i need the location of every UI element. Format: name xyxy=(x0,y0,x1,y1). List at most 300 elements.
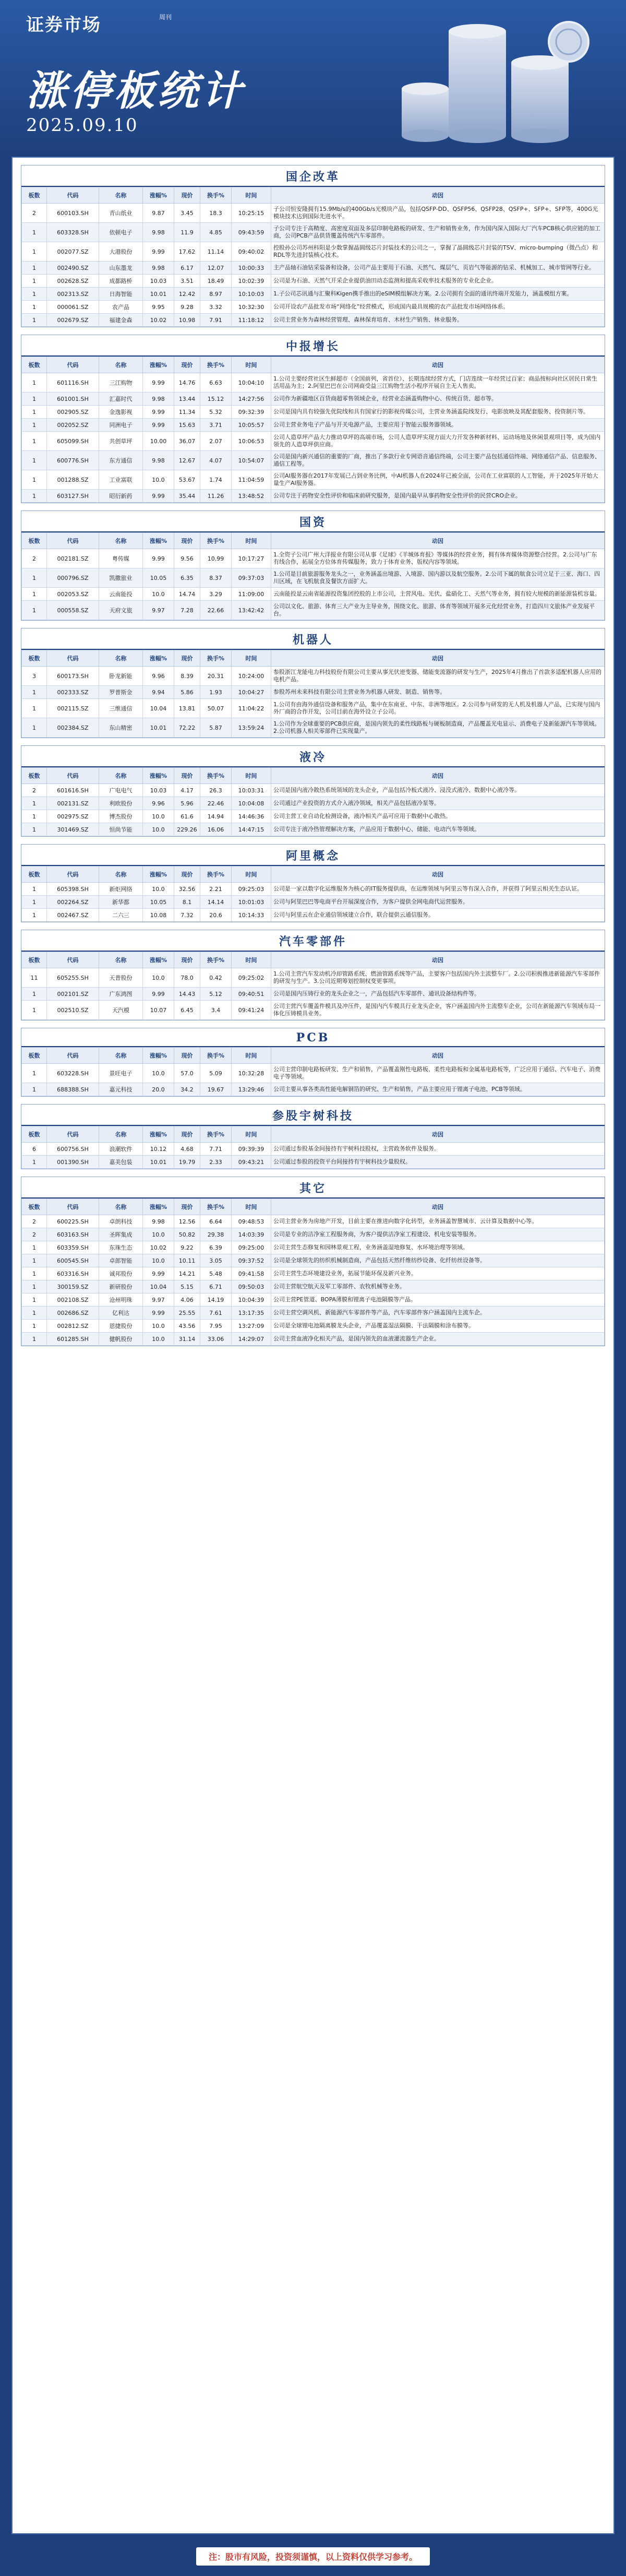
table-row xyxy=(22,718,605,738)
table-cell: 10.0 xyxy=(143,1320,174,1333)
column-header: 涨幅% xyxy=(143,952,174,968)
table-row xyxy=(22,1293,605,1307)
table-cell: 002510.SZ xyxy=(47,1001,99,1020)
section-2 xyxy=(21,511,605,621)
table-cell: 36.07 xyxy=(174,432,200,451)
table-cell: 601616.SH xyxy=(47,784,99,797)
table-row xyxy=(22,1064,605,1083)
table-cell: 09:41:24 xyxy=(232,1001,271,1020)
table-cell: 14.19 xyxy=(200,1293,232,1307)
table-cell: 300159.SZ xyxy=(47,1280,99,1293)
table-cell: 603359.SH xyxy=(47,1241,99,1254)
table-cell: 5.48 xyxy=(200,1267,232,1280)
column-header: 换手% xyxy=(200,1126,232,1143)
table-cell: 002052.SZ xyxy=(47,419,99,432)
table-cell: 5.12 xyxy=(200,988,232,1001)
reason-cell: 公司主营PE管道、BOPA薄膜和锂离子电池隔膜等产品。 xyxy=(271,1293,605,1307)
table-cell: 14:03:39 xyxy=(232,1228,271,1241)
column-header: 板数 xyxy=(22,357,47,373)
table-cell: 10:24:00 xyxy=(232,667,271,686)
table-cell: 5.86 xyxy=(174,686,200,699)
table-cell: 09:37:52 xyxy=(232,1254,271,1267)
table-cell: 10.01 xyxy=(143,718,174,738)
section-title: 阿里概念 xyxy=(21,845,605,866)
table-cell: 9.98 xyxy=(143,223,174,242)
table-cell: 600103.SH xyxy=(47,204,99,223)
reason-cell: 公司主营业务为森林经营管理、森林保育培育、木材生产销售、林业服务。 xyxy=(271,314,605,327)
table-cell: 10:17:27 xyxy=(232,549,271,568)
reason-cell: 公司是专业的洁净室工程服务商，为客户提供洁净室工程建设、机电安装等服务。 xyxy=(271,1228,605,1241)
table-cell: 9.99 xyxy=(143,242,174,262)
section-title: 国资 xyxy=(21,511,605,532)
table-cell: 2 xyxy=(22,1228,47,1241)
table-cell: 5.32 xyxy=(200,406,232,419)
table-row xyxy=(22,223,605,242)
table-cell: 10.03 xyxy=(143,275,174,288)
table-cell: 圣晖集成 xyxy=(99,1228,143,1241)
table-cell: 002679.SZ xyxy=(47,314,99,327)
table-cell: 600225.SH xyxy=(47,1215,99,1228)
table-cell: 603316.SH xyxy=(47,1267,99,1280)
table-cell: 001390.SH xyxy=(47,1156,99,1169)
reason-cell: 公司主营工业自动化检测设备，液冷相关产品可应用于数据中心散热。 xyxy=(271,810,605,823)
table-cell: 成都路桥 xyxy=(99,275,143,288)
table-cell: 10.02 xyxy=(143,314,174,327)
table-cell: 603127.SH xyxy=(47,490,99,503)
header-banner xyxy=(0,0,626,157)
column-header: 名称 xyxy=(99,650,143,667)
reason-cell: 公司是国内具有较强先优院线和具有国家行的影视传媒公司，主营业务涵盖院线发行、电影放映及其配套服务、投资制片等。 xyxy=(271,406,605,419)
reason-cell: 1.公司主要经营社区生鲜超市（全国前列，省首位）、长期连续经营方式，门店连续一年经营过百家；商品按标向社区居民日常生活用品为主；2.阿里巴巴在公司网商受益三江购物生活小程序开展自主无人售卖。 xyxy=(271,373,605,393)
table-cell: 2.21 xyxy=(200,883,232,896)
table-cell: 沧州明珠 xyxy=(99,1293,143,1307)
column-header: 动因 xyxy=(271,650,605,667)
table-row xyxy=(22,810,605,823)
table-cell: 1 xyxy=(22,419,47,432)
section-title: 液冷 xyxy=(21,746,605,767)
table-cell: 002686.SZ xyxy=(47,1307,99,1320)
table-cell: 11 xyxy=(22,968,47,988)
table-cell: 2 xyxy=(22,204,47,223)
table-cell: 0.42 xyxy=(200,968,232,988)
table-cell: 2.33 xyxy=(200,1156,232,1169)
table-row xyxy=(22,470,605,490)
table-row xyxy=(22,1280,605,1293)
table-cell: 20.0 xyxy=(143,1083,174,1096)
table-cell: 8.97 xyxy=(200,288,232,301)
table-cell: 1.74 xyxy=(200,470,232,490)
table-row xyxy=(22,419,605,432)
table-cell: 新研股份 xyxy=(99,1280,143,1293)
table-cell: 9.96 xyxy=(143,667,174,686)
table-cell: 301469.SZ xyxy=(47,823,99,836)
table-cell: 50.82 xyxy=(174,1228,200,1241)
table-cell: 10:32:30 xyxy=(232,301,271,314)
table-cell: 605255.SH xyxy=(47,968,99,988)
table-row xyxy=(22,490,605,503)
table-row xyxy=(22,204,605,223)
column-header: 动因 xyxy=(271,1199,605,1215)
table-cell: 三维通信 xyxy=(99,699,143,718)
table-cell: 09:50:03 xyxy=(232,1280,271,1293)
table-cell: 3.51 xyxy=(174,275,200,288)
column-header: 代码 xyxy=(47,187,99,204)
section-7 xyxy=(21,1028,605,1097)
table-cell: 09:25:03 xyxy=(232,883,271,896)
table-cell: 10:04:27 xyxy=(232,686,271,699)
table-cell: 10.01 xyxy=(143,288,174,301)
reason-cell: 公司主营汽车覆盖件模具及冲压件，是国内汽车模具行业龙头企业，客户涵盖国内外主流整车企业，公司在新能源汽车领域布局一体化压铸模具业务。 xyxy=(271,1001,605,1020)
column-header: 换手% xyxy=(200,1199,232,1215)
table-cell: 依顿电子 xyxy=(99,223,143,242)
table-cell: 002077.SZ xyxy=(47,242,99,262)
section-4 xyxy=(21,745,605,837)
column-header: 代码 xyxy=(47,357,99,373)
page-title: 涨停板统计 xyxy=(26,68,246,115)
table-cell: 18.49 xyxy=(200,275,232,288)
table-cell: 同洲电子 xyxy=(99,419,143,432)
table-cell: 002628.SZ xyxy=(47,275,99,288)
table-cell: 78.0 xyxy=(174,968,200,988)
column-header: 现价 xyxy=(174,533,200,549)
table-cell: 5.15 xyxy=(174,1280,200,1293)
table-cell: 嘉元科技 xyxy=(99,1083,143,1096)
reason-cell: 公司开设农产品批发市场“网络化”经营模式，形成国内最具规模的农产品批发市场网络体系。 xyxy=(271,301,605,314)
table-cell: 7.28 xyxy=(174,601,200,620)
column-header: 板数 xyxy=(22,866,47,883)
reason-cell: 公司作为新疆地区百货商超零售领域企业，经营业态涵盖购物中心、传统百货、超市等。 xyxy=(271,393,605,406)
table-cell: 13:17:35 xyxy=(232,1307,271,1320)
column-header: 时间 xyxy=(232,1048,271,1064)
table-cell: 4.17 xyxy=(174,784,200,797)
table-cell: 002053.SZ xyxy=(47,588,99,601)
table-cell: 1 xyxy=(22,1307,47,1320)
table-row xyxy=(22,968,605,988)
table-row xyxy=(22,784,605,797)
column-header: 时间 xyxy=(232,533,271,549)
column-header: 现价 xyxy=(174,1199,200,1215)
table-cell: 10:32:28 xyxy=(232,1064,271,1083)
table-cell: 天汽模 xyxy=(99,1001,143,1020)
table-cell: 1 xyxy=(22,314,47,327)
table-cell: 14.94 xyxy=(200,810,232,823)
stock-table xyxy=(21,866,605,922)
table-cell: 7.95 xyxy=(200,1320,232,1333)
table-cell: 14:46:36 xyxy=(232,810,271,823)
table-cell: 26.3 xyxy=(200,784,232,797)
reason-cell: 公司专注于药物安全性评价和临床前研究服务，是国内最早从事药物安全性评价的民营CRO企业。 xyxy=(271,490,605,503)
column-header: 涨幅% xyxy=(143,1048,174,1064)
table-row xyxy=(22,601,605,620)
table-cell: 10:10:03 xyxy=(232,288,271,301)
table-cell: 002467.SZ xyxy=(47,909,99,922)
section-8 xyxy=(21,1104,605,1169)
table-cell: 1 xyxy=(22,432,47,451)
section-3 xyxy=(21,628,605,738)
table-cell: 亿利达 xyxy=(99,1307,143,1320)
table-cell: 001288.SZ xyxy=(47,470,99,490)
table-cell: 10.01 xyxy=(143,1156,174,1169)
column-header: 现价 xyxy=(174,1126,200,1143)
table-cell: 大港股份 xyxy=(99,242,143,262)
reason-cell: 公司主营业务电子产品与开关电源产品，主要应用于智能云服务器领域。 xyxy=(271,419,605,432)
table-cell: 19.67 xyxy=(200,1083,232,1096)
table-row xyxy=(22,549,605,568)
table-cell: 诚邦股份 xyxy=(99,1267,143,1280)
table-cell: 9.94 xyxy=(143,686,174,699)
table-row xyxy=(22,1254,605,1267)
table-cell: 10.0 xyxy=(143,1254,174,1267)
reason-cell: 公司主要从事各类高性能电解铜箔的研究、生产和销售，产品主要应用于锂离子电池、PCB等领域。 xyxy=(271,1083,605,1096)
table-cell: 09:48:53 xyxy=(232,1215,271,1228)
column-header: 涨幅% xyxy=(143,768,174,784)
reason-cell: 主产品轴石油钻采装备和设备，公司产品主要用于石油、天然气、煤层气、页岩气等能源的钻采、机械加工、城市管网等行业。 xyxy=(271,262,605,275)
table-cell: 600756.SH xyxy=(47,1143,99,1156)
column-header: 板数 xyxy=(22,187,47,204)
table-cell: 1 xyxy=(22,1083,47,1096)
table-cell: 20.31 xyxy=(200,667,232,686)
stock-table xyxy=(21,650,605,738)
table-cell: 002131.SZ xyxy=(47,797,99,810)
table-cell: 1 xyxy=(22,1064,47,1083)
table-cell: 09:25:02 xyxy=(232,968,271,988)
table-cell: 34.2 xyxy=(174,1083,200,1096)
column-header: 板数 xyxy=(22,768,47,784)
column-header: 板数 xyxy=(22,533,47,549)
table-cell: 601116.SH xyxy=(47,373,99,393)
column-header: 名称 xyxy=(99,357,143,373)
table-cell: 共创草坪 xyxy=(99,432,143,451)
table-cell: 000061.SZ xyxy=(47,301,99,314)
report-date: 2025.09.10 xyxy=(26,115,138,136)
table-cell: 10.05 xyxy=(143,568,174,588)
table-row xyxy=(22,406,605,419)
table-cell: 09:43:59 xyxy=(232,223,271,242)
column-header: 换手% xyxy=(200,533,232,549)
table-cell: 10.0 xyxy=(143,1228,174,1241)
table-cell: 天府文旅 xyxy=(99,601,143,620)
table-cell: 金逸影视 xyxy=(99,406,143,419)
table-cell: 002812.SZ xyxy=(47,1320,99,1333)
column-header: 动因 xyxy=(271,768,605,784)
table-cell: 32.56 xyxy=(174,883,200,896)
table-row xyxy=(22,432,605,451)
stock-table xyxy=(21,357,605,503)
brand-name: 证券市场 xyxy=(26,15,101,35)
column-header: 动因 xyxy=(271,357,605,373)
table-cell: 1 xyxy=(22,988,47,1001)
section-title: 中报增长 xyxy=(21,335,605,357)
column-header: 涨幅% xyxy=(143,187,174,204)
table-cell: 10:03:31 xyxy=(232,784,271,797)
table-cell: 13:29:46 xyxy=(232,1083,271,1096)
section-title: 其它 xyxy=(21,1177,605,1198)
table-cell: 6.63 xyxy=(200,373,232,393)
table-cell: 10.0 xyxy=(143,823,174,836)
table-cell: 10.0 xyxy=(143,1333,174,1346)
table-cell: 09:40:02 xyxy=(232,242,271,262)
table-cell: 229.26 xyxy=(174,823,200,836)
table-row xyxy=(22,896,605,909)
table-row xyxy=(22,1307,605,1320)
stock-table xyxy=(21,532,605,620)
table-cell: 12.56 xyxy=(174,1215,200,1228)
table-cell: 6.35 xyxy=(174,568,200,588)
table-cell: 09:39:39 xyxy=(232,1143,271,1156)
table-cell: 09:43:21 xyxy=(232,1156,271,1169)
table-cell: 10.05 xyxy=(143,896,174,909)
table-cell: 9.99 xyxy=(143,490,174,503)
table-cell: 14.43 xyxy=(174,988,200,1001)
table-cell: 600776.SH xyxy=(47,451,99,470)
reason-cell: 1.公司是目前旅游服务龙头之一，业务涵盖出境游、入境游、国内游以及航空服务。2.公司下属的航食公司立足于三亚、海口、四川区域，在飞机航食及餐饮方面扩大。 xyxy=(271,568,605,588)
table-cell: 25.55 xyxy=(174,1307,200,1320)
tables-container xyxy=(11,157,615,2534)
reason-cell: 公司通过产业投资的方式介入液冷领域，相关产品包括液冷泵等。 xyxy=(271,797,605,810)
reason-cell: 1.公司主营汽车发动机冷却管路系统、燃油管路系统等产品，主要客户包括国内外主流整车厂。2.公司积极推进新能源汽车零部件的研发与生产。3.公司近期筹划控制权变更事项。 xyxy=(271,968,605,988)
table-cell: 1 xyxy=(22,1293,47,1307)
table-cell: 4.07 xyxy=(200,451,232,470)
table-cell: 11:04:22 xyxy=(232,699,271,718)
section-6 xyxy=(21,930,605,1020)
column-header: 涨幅% xyxy=(143,866,174,883)
table-cell: 18.3 xyxy=(200,204,232,223)
reason-cell: 公司与阿里巴巴等电商平台开展深度合作，为客户提供全网电商代运营服务。 xyxy=(271,896,605,909)
table-cell: 1 xyxy=(22,242,47,262)
table-cell: 9.97 xyxy=(143,1293,174,1307)
column-header: 换手% xyxy=(200,866,232,883)
table-cell: 33.06 xyxy=(200,1333,232,1346)
table-cell: 10.0 xyxy=(143,810,174,823)
column-header: 板数 xyxy=(22,1126,47,1143)
column-header: 换手% xyxy=(200,768,232,784)
table-row xyxy=(22,288,605,301)
reason-cell: 1.公司有由海外通信设备和服务产品，集中在东南亚、中东、非洲等地区。2.公司参与研发的无人机及机器人产品，已实现与国内外厂商的合作开发，公司目前在海外设立子公司。 xyxy=(271,699,605,718)
table-cell: 1 xyxy=(22,1267,47,1280)
table-cell: 粤传媒 xyxy=(99,549,143,568)
table-cell: 09:40:51 xyxy=(232,988,271,1001)
table-cell: 43.56 xyxy=(174,1320,200,1333)
column-header: 现价 xyxy=(174,1048,200,1064)
column-header: 名称 xyxy=(99,533,143,549)
reason-cell: 公司主营业务为房地产开发，目前主要在推进向数字化转型，业务涵盖智慧城市、云计算及数据中心等。 xyxy=(271,1215,605,1228)
table-cell: 601285.SH xyxy=(47,1333,99,1346)
table-cell: 10.0 xyxy=(143,588,174,601)
column-header: 换手% xyxy=(200,1048,232,1064)
reason-cell: 1.子公司芯讯通与汇聚科Kigen携手推出的eSIM模组解决方案。2.公司拥有全面的通讯终端开发能力，涵盖模组方案。 xyxy=(271,288,605,301)
table-cell: 10:04:08 xyxy=(232,797,271,810)
reason-cell: 公司人造草坪产品大力推动草坪的高端市场，公司人造草坪实现方面大力开发各种新材料、运动场地及休闲景观项目等，成为国内领先的人造草坪供应商。 xyxy=(271,432,605,451)
table-cell: 17.62 xyxy=(174,242,200,262)
column-header: 换手% xyxy=(200,187,232,204)
table-cell: 3.4 xyxy=(200,1001,232,1020)
table-cell: 1 xyxy=(22,718,47,738)
table-cell: 9.98 xyxy=(143,1215,174,1228)
table-cell: 002905.SZ xyxy=(47,406,99,419)
table-cell: 12.42 xyxy=(174,288,200,301)
table-cell: 50.07 xyxy=(200,699,232,718)
column-header: 涨幅% xyxy=(143,1199,174,1215)
table-cell: 9.99 xyxy=(143,549,174,568)
reason-cell: 公司通过参股基金间接持有宇树科技股权，主营政务软件及服务。 xyxy=(271,1143,605,1156)
table-cell: 2 xyxy=(22,549,47,568)
table-cell: 603228.SH xyxy=(47,1064,99,1083)
column-header: 现价 xyxy=(174,866,200,883)
table-cell: 13.44 xyxy=(174,393,200,406)
table-cell: 1 xyxy=(22,823,47,836)
table-cell: 10.08 xyxy=(143,909,174,922)
table-cell: 6 xyxy=(22,1143,47,1156)
column-header: 代码 xyxy=(47,768,99,784)
table-row xyxy=(22,1083,605,1096)
disclaimer: 注：股市有风险，投资须谨慎，以上资料仅供学习参考。 xyxy=(196,2547,430,2566)
table-cell: 1 xyxy=(22,1001,47,1020)
table-cell: 天普股份 xyxy=(99,968,143,988)
table-cell: 09:32:39 xyxy=(232,406,271,419)
table-cell: 11:09:00 xyxy=(232,588,271,601)
table-row xyxy=(22,909,605,922)
table-cell: 罗普斯金 xyxy=(99,686,143,699)
table-cell: 1 xyxy=(22,588,47,601)
column-header: 时间 xyxy=(232,768,271,784)
reason-cell: 公司是为石油、天然气开采企业提供油田动态监测和提高采收率技术服务的专业化企业。 xyxy=(271,275,605,288)
reason-cell: 公司主营血液净化相关产品，是国内领先的血液灌流器生产企业。 xyxy=(271,1333,605,1346)
table-cell: 14:47:15 xyxy=(232,823,271,836)
table-cell: 福建金森 xyxy=(99,314,143,327)
table-cell: 19.79 xyxy=(174,1156,200,1169)
column-header: 涨幅% xyxy=(143,650,174,667)
table-cell: 二六三 xyxy=(99,909,143,922)
table-cell: 广东鸿图 xyxy=(99,988,143,1001)
column-header: 名称 xyxy=(99,866,143,883)
table-cell: 4.06 xyxy=(174,1293,200,1307)
table-cell: 10.04 xyxy=(143,1280,174,1293)
table-cell: 6.71 xyxy=(200,1280,232,1293)
table-cell: 600545.SH xyxy=(47,1254,99,1267)
column-header: 板数 xyxy=(22,650,47,667)
column-header: 换手% xyxy=(200,650,232,667)
table-cell: 9.95 xyxy=(143,301,174,314)
table-cell: 日海智能 xyxy=(99,288,143,301)
table-row xyxy=(22,373,605,393)
table-cell: 4.85 xyxy=(200,223,232,242)
table-cell: 1 xyxy=(22,470,47,490)
table-cell: 东方通信 xyxy=(99,451,143,470)
column-header: 代码 xyxy=(47,650,99,667)
table-row xyxy=(22,1001,605,1020)
section-9 xyxy=(21,1177,605,1346)
table-cell: 1 xyxy=(22,223,47,242)
column-header: 动因 xyxy=(271,1048,605,1064)
table-cell: 7.71 xyxy=(200,1143,232,1156)
table-cell: 4.68 xyxy=(174,1143,200,1156)
table-cell: 8.1 xyxy=(174,896,200,909)
table-cell: 9.99 xyxy=(143,988,174,1001)
table-row xyxy=(22,262,605,275)
table-cell: 东山精密 xyxy=(99,718,143,738)
table-cell: 山东墨龙 xyxy=(99,262,143,275)
table-cell: 汇嘉时代 xyxy=(99,393,143,406)
table-cell: 1 xyxy=(22,406,47,419)
table-row xyxy=(22,568,605,588)
column-header: 动因 xyxy=(271,866,605,883)
table-cell: 002108.SZ xyxy=(47,1293,99,1307)
column-header: 名称 xyxy=(99,187,143,204)
table-row xyxy=(22,393,605,406)
column-header: 名称 xyxy=(99,1199,143,1215)
table-cell: 53.67 xyxy=(174,470,200,490)
column-header: 名称 xyxy=(99,1126,143,1143)
